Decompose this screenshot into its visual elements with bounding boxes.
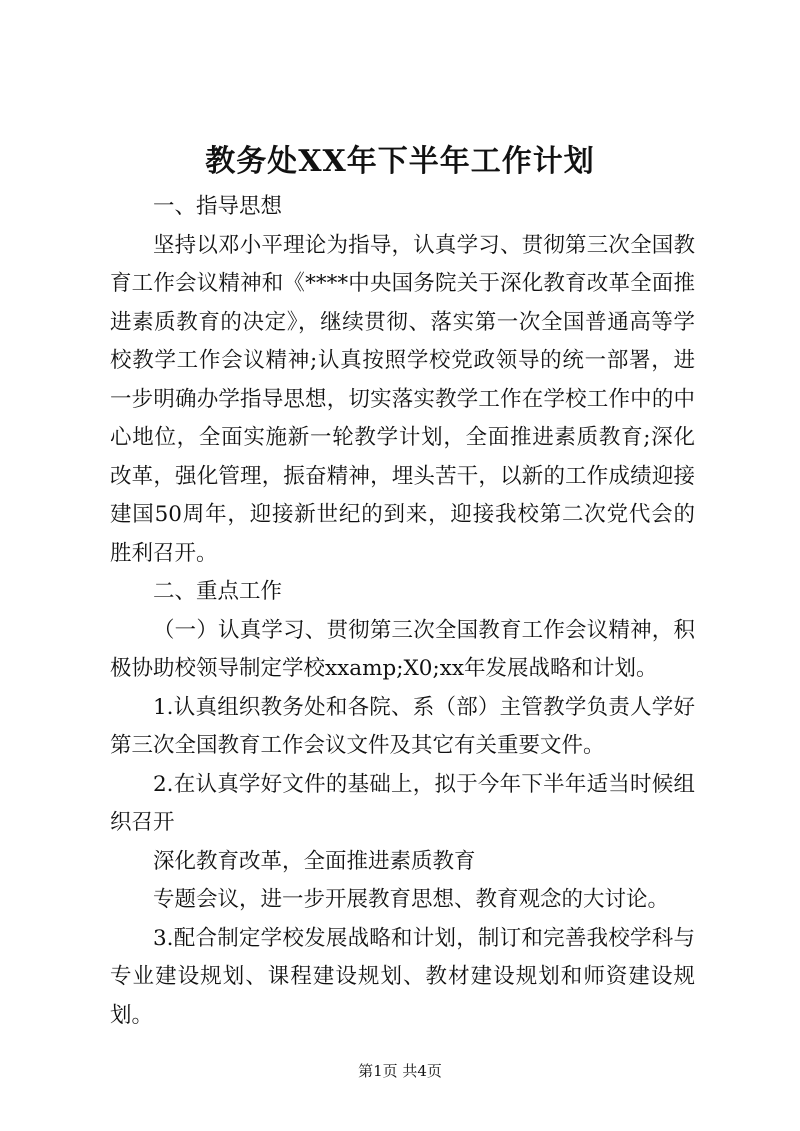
paragraph-meeting-description: 专题会议，进一步开展教育思想、教育观念的大讨论。: [153, 887, 670, 912]
paragraph-point-3: 3.配合制定学校发展战略和计划，制订和完善我校学科与专业建设规划、课程建设规划、教材建设规划和师资建设规划。: [110, 925, 695, 1028]
section-heading-guiding-thought: 一、指导思想: [153, 194, 283, 219]
document-body: [110, 188, 695, 1035]
document-title: 教务处XX年下半年工作计划: [205, 144, 595, 179]
paragraph-point-2: 2.在认真学好文件的基础上，拟于今年下半年适当时候组织召开: [110, 771, 695, 835]
paragraph-guiding-thought: 坚持以邓小平理论为指导，认真学习、贯彻第三次全国教育工作会议精神和《****中央国务院关于深化教育改革全面推进素质教育的决定》，继续贯彻、落实第一次全国普通高等学校教学工作会议精神;认真按照学校党政领导的统一部署，进一步明确办学指导思想，切实落实教学工作在学校工作中的中心地位，全面实施新一轮教学计划，全面推进素质教育;深化改革，强化管理，振奋精神，埋头苦干，以新的工作成绩迎接建国50周年，迎接新世纪的到来，迎接我校第二次党代会的胜利召开。: [110, 232, 695, 566]
paragraph-item-1: （一）认真学习、贯彻第三次全国教育工作会议精神，积极协助校领导制定学校xxamp;X0;xx年发展战略和计划。: [110, 617, 695, 681]
paragraph-meeting-topic: 深化教育改革，全面推进素质教育: [153, 848, 476, 874]
page-footer: 第1页 共4页: [358, 1062, 442, 1080]
section-heading-key-work: 二、重点工作: [153, 579, 283, 604]
paragraph-point-1: 1.认真组织教务处和各院、系（部）主管教学负责人学好第三次全国教育工作会议文件及其它有关重要文件。: [110, 694, 695, 758]
